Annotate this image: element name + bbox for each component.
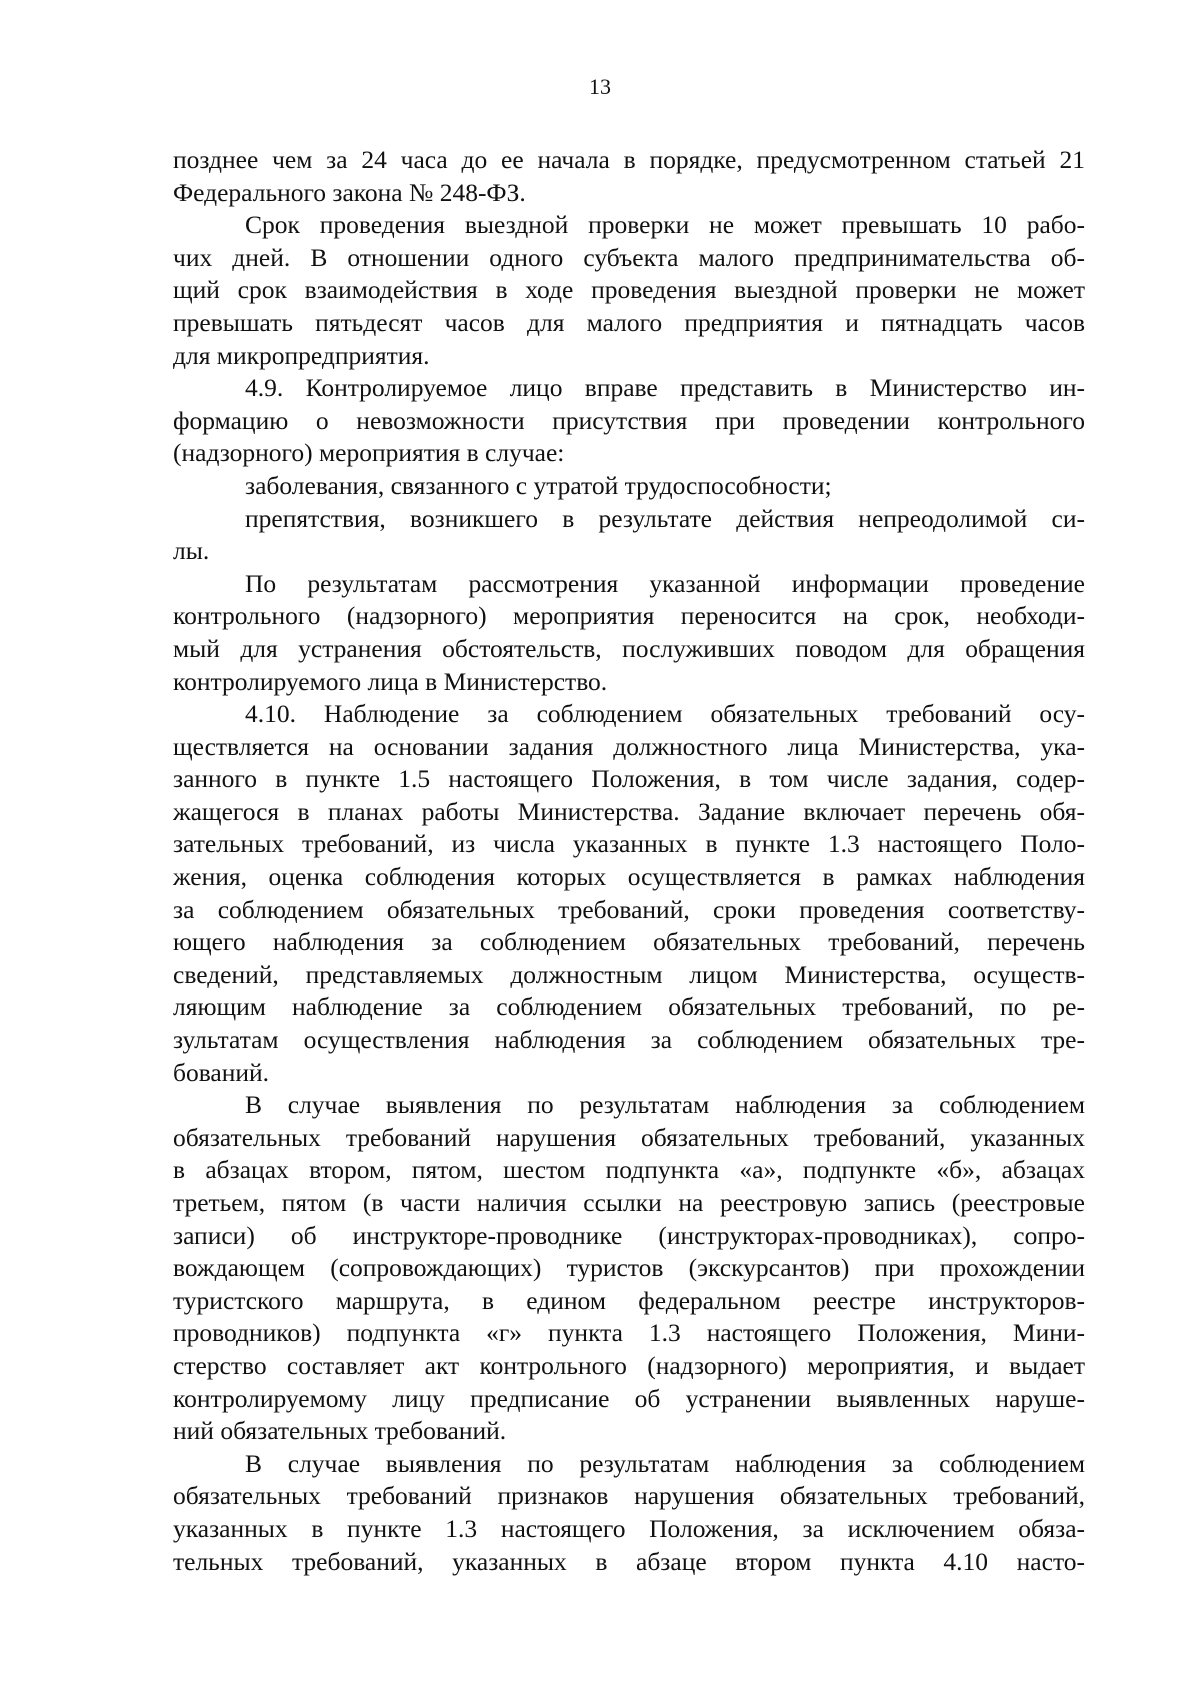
text-line: зательных требований, из числа указанных в пункте 1.3 настоящего Поло- — [173, 829, 1085, 859]
text-line: контрольного (надзорного) мероприятия переносится на срок, необходи- — [173, 601, 1085, 631]
text-line: жащегося в планах работы Министерства. Задание включает перечень обя- — [173, 796, 1085, 826]
text-line: (надзорного) мероприятия в случае: — [173, 438, 565, 468]
text-line: записи) об инструкторе-проводнике (инструкторах-проводниках), сопро- — [173, 1220, 1085, 1250]
text-line: препятствия, возникшего в результате действия непреодолимой си- — [245, 503, 1085, 533]
text-line: обязательных требований признаков нарушения обязательных требований, — [173, 1481, 1085, 1511]
text-line: позднее чем за 24 часа до ее начала в порядке, предусмотренном статьей 21 — [173, 145, 1085, 174]
text-line: 4.10. Наблюдение за соблюдением обязательных требований осу- — [245, 699, 1085, 729]
text-line: указанных в пункте 1.3 настоящего Положения, за исключением обяза- — [173, 1513, 1085, 1543]
text-line: 4.9. Контролируемое лицо вправе представить в Министерство ин- — [245, 373, 1085, 403]
text-line: бований. — [173, 1057, 270, 1087]
text-line: чих дней. В отношении одного субъекта малого предпринимательства об- — [173, 242, 1085, 272]
text-line: контролируемого лица в Министерство. — [173, 666, 608, 696]
text-line: занного в пункте 1.5 настоящего Положения, в том числе задания, содер- — [173, 764, 1085, 794]
text-line: ществляется на основании задания должностного лица Министерства, ука- — [173, 731, 1085, 761]
text-line: ний обязательных требований. — [173, 1416, 507, 1446]
text-line: проводников) подпункта «г» пункта 1.3 настоящего Положения, Мини- — [173, 1318, 1085, 1348]
page-number: 13 — [589, 74, 611, 99]
text-line: туристского маршрута, в едином федеральном реестре инструкторов- — [173, 1285, 1085, 1315]
text-line: тельных требований, указанных в абзаце втором пункта 4.10 насто- — [173, 1546, 1085, 1576]
text-line: для микропредприятия. — [173, 340, 430, 370]
text-line: зультатам осуществления наблюдения за соблюдением обязательных тре- — [173, 1025, 1085, 1055]
text-line: вождающем (сопровождающих) туристов (экскурсантов) при прохождении — [173, 1253, 1085, 1283]
text-line: обязательных требований нарушения обязательных требований, указанных — [173, 1122, 1085, 1152]
text-line: за соблюдением обязательных требований, сроки проведения соответству- — [173, 894, 1085, 924]
document-body — [173, 144, 1085, 1578]
text-line: мый для устранения обстоятельств, послуживших поводом для обращения — [173, 633, 1085, 663]
text-line: превышать пятьдесят часов для малого предприятия и пятнадцать часов — [173, 307, 1085, 337]
text-line: Срок проведения выездной проверки не может превышать 10 рабо- — [245, 210, 1085, 240]
text-line: формацию о невозможности присутствия при проведении контрольного — [173, 405, 1085, 435]
text-line: в абзацах втором, пятом, шестом подпункта «а», подпункте «б», абзацах — [173, 1155, 1085, 1185]
text-line: В случае выявления по результатам наблюдения за соблюдением — [245, 1448, 1085, 1478]
text-line: лы. — [173, 536, 210, 566]
text-line: щий срок взаимодействия в ходе проведения выездной проверки не может — [173, 275, 1085, 305]
text-line: По результатам рассмотрения указанной информации проведение — [245, 568, 1085, 598]
text-line: стерство составляет акт контрольного (надзорного) мероприятия, и выдает — [173, 1350, 1085, 1380]
text-line: ляющим наблюдение за соблюдением обязательных требований, по ре- — [173, 992, 1085, 1022]
text-line: Федерального закона № 248-ФЗ. — [173, 177, 526, 207]
text-line: контролируемому лицу предписание об устранении выявленных наруше- — [173, 1383, 1085, 1413]
text-line: сведений, представляемых должностным лицом Министерства, осуществ- — [173, 959, 1085, 989]
text-line: третьем, пятом (в части наличия ссылки на реестровую запись (реестровые — [173, 1188, 1085, 1217]
text-line: ющего наблюдения за соблюдением обязательных требований, перечень — [173, 927, 1085, 957]
text-line: заболевания, связанного с утратой трудоспособности; — [245, 470, 832, 500]
text-line: жения, оценка соблюдения которых осуществляется в рамках наблюдения — [173, 862, 1085, 892]
text-line: В случае выявления по результатам наблюдения за соблюдением — [245, 1090, 1085, 1120]
